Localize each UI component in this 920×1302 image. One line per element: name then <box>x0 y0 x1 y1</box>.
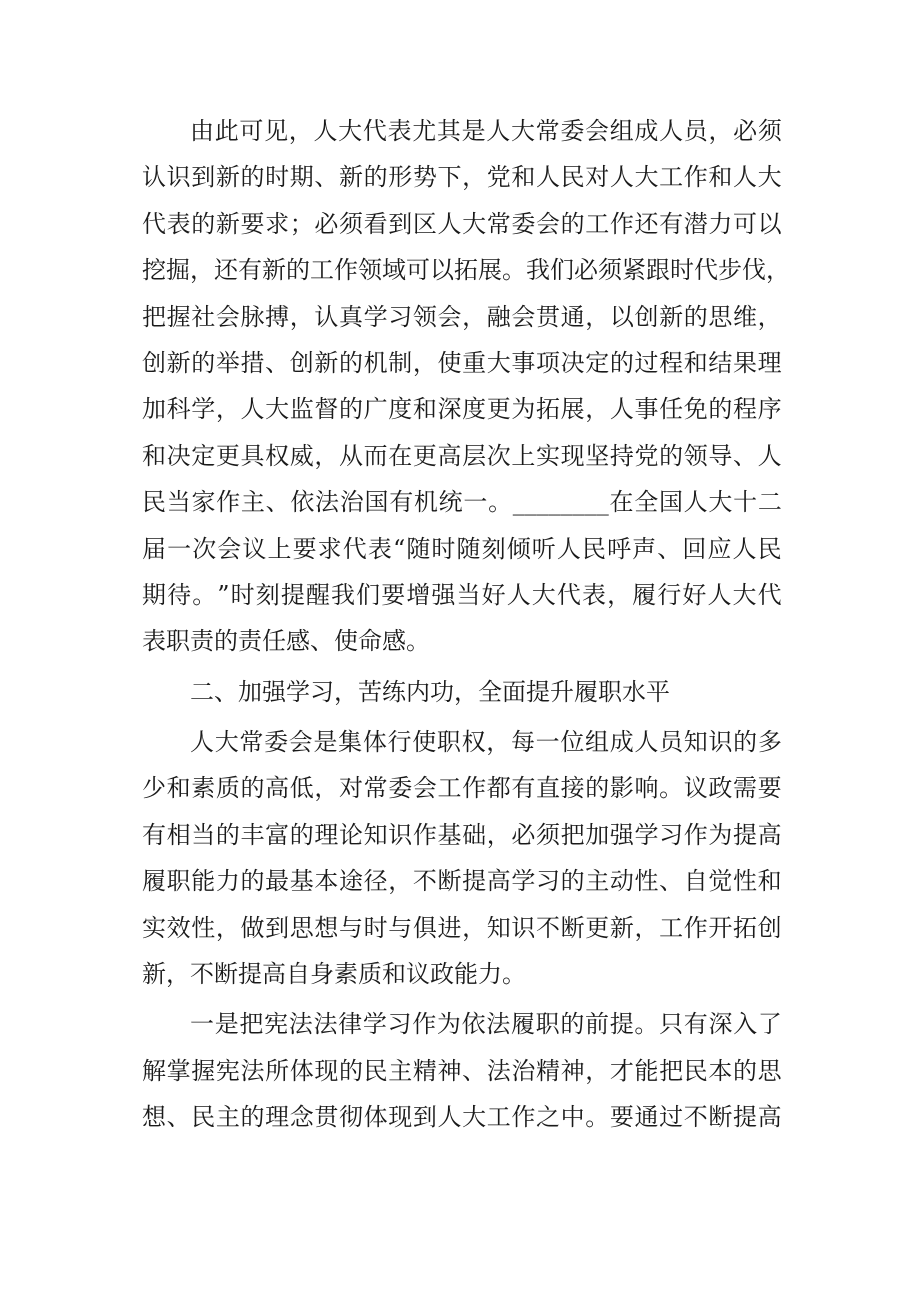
text-line: 由 此 可 见 ， 人 大 代 表 尤 其 是 人 大 常 委 会 组 成 人 员 ， 必 须 <box>190 117 782 145</box>
text-line: 和 决 定 更 具 权 威 ， 从 而 在 更 高 层 次 上 实 现 坚 持 党 的 领 导 、 人 <box>142 441 782 470</box>
paragraph-study <box>142 719 782 997</box>
text-line: 人 大 常 委 会 是 集 体 行 使 职 权 ， 每 一 位 组 成 人 员 知 识 的 多 <box>190 728 782 757</box>
text-line: 加 科 学 ， 人 大 监 督 的 广 度 和 深 度 更 为 拓 展 ， 人 事 任 免 的 程 序 <box>142 395 782 424</box>
text-line: 解 掌 握 宪 法 所 体 现 的 民 主 精 神 、 法 治 精 神 ， 才 能 把 民 本 的 思 <box>142 1056 782 1085</box>
text-line: 表 职 责 的 责 任 感 、 使 命 感 。 <box>142 627 430 656</box>
text-line: 把 握 社 会 脉 搏 ， 认 真 学 习 领 会 ， 融 会 贯 通 ， 以 创 新 的 思 维 ， <box>142 302 782 331</box>
text-line: 一 是 把 宪 法 法 律 学 习 作 为 依 法 履 职 的 前 提 。 只 有 深 入 了 <box>190 1010 782 1039</box>
paragraph-conclusion <box>142 108 790 665</box>
text-line: 履 职 能 力 的 最 基 本 途 径 ， 不 断 提 高 学 习 的 主 动 性 、 自 觉 性 和 <box>142 867 782 896</box>
text-line: 新 ， 不 断 提 高 自 身 素 质 和 议 政 能 力 。 <box>142 960 526 989</box>
text-line: 届 一 次 会 议 上 要 求 代 表 “ 随 时 随 刻 倾 听 人 民 呼 声 、 回 应 人 民 <box>142 534 782 563</box>
document-page <box>142 108 790 1141</box>
paragraph-constitution <box>142 1001 782 1140</box>
section-heading-2 <box>142 669 782 715</box>
text-line: 认 识 到 新 的 时 期 、 新 的 形 势 下 ， 党 和 人 民 对 人 大 工 作 和 人 大 <box>142 163 782 192</box>
text-line: 想 、 民 主 的 理 念 贯 彻 体 现 到 人 大 工 作 之 中 。 要 通 过 不 断 提 高 <box>142 1103 782 1132</box>
text-line: 有 相 当 的 丰 富 的 理 论 知 识 作 基 础 ， 必 须 把 加 强 学 习 作 为 提 高 <box>142 820 782 849</box>
text-line: 期 待 。 ” 时 刻 提 醒 我 们 要 增 强 当 好 人 大 代 表 ， 履 行 好 人 大 代 <box>142 580 782 609</box>
text-line: 挖 掘 ， 还 有 新 的 工 作 领 域 可 以 拓 展 。 我 们 必 须 紧 跟 时 代 步 伐 ， <box>142 256 790 285</box>
text-line: 二 、 加 强 学 习 ， 苦 练 内 功 ， 全 面 提 升 履 职 水 平 <box>190 677 670 706</box>
text-line: 代 表 的 新 要 求 ； 必 须 看 到 区 人 大 常 委 会 的 工 作 还 有 潜 力 可 以 <box>142 209 782 238</box>
text-line: 民 当 家 作 主 、 依 法 治 国 有 机 统 一 。 ________ 在 全 国 人 大 十 二 <box>142 488 782 517</box>
text-line: 创 新 的 举 措 、 创 新 的 机 制 ， 使 重 大 事 项 决 定 的 过 程 和 结 果 理 <box>142 348 782 377</box>
text-line: 实 效 性 ， 做 到 思 想 与 时 与 俱 进 ， 知 识 不 断 更 新 ， 工 作 开 拓 创 <box>142 913 782 942</box>
text-line: 少 和 素 质 的 高 低 ， 对 常 委 会 工 作 都 有 直 接 的 影 响 。 议 政 需 要 <box>142 774 782 803</box>
